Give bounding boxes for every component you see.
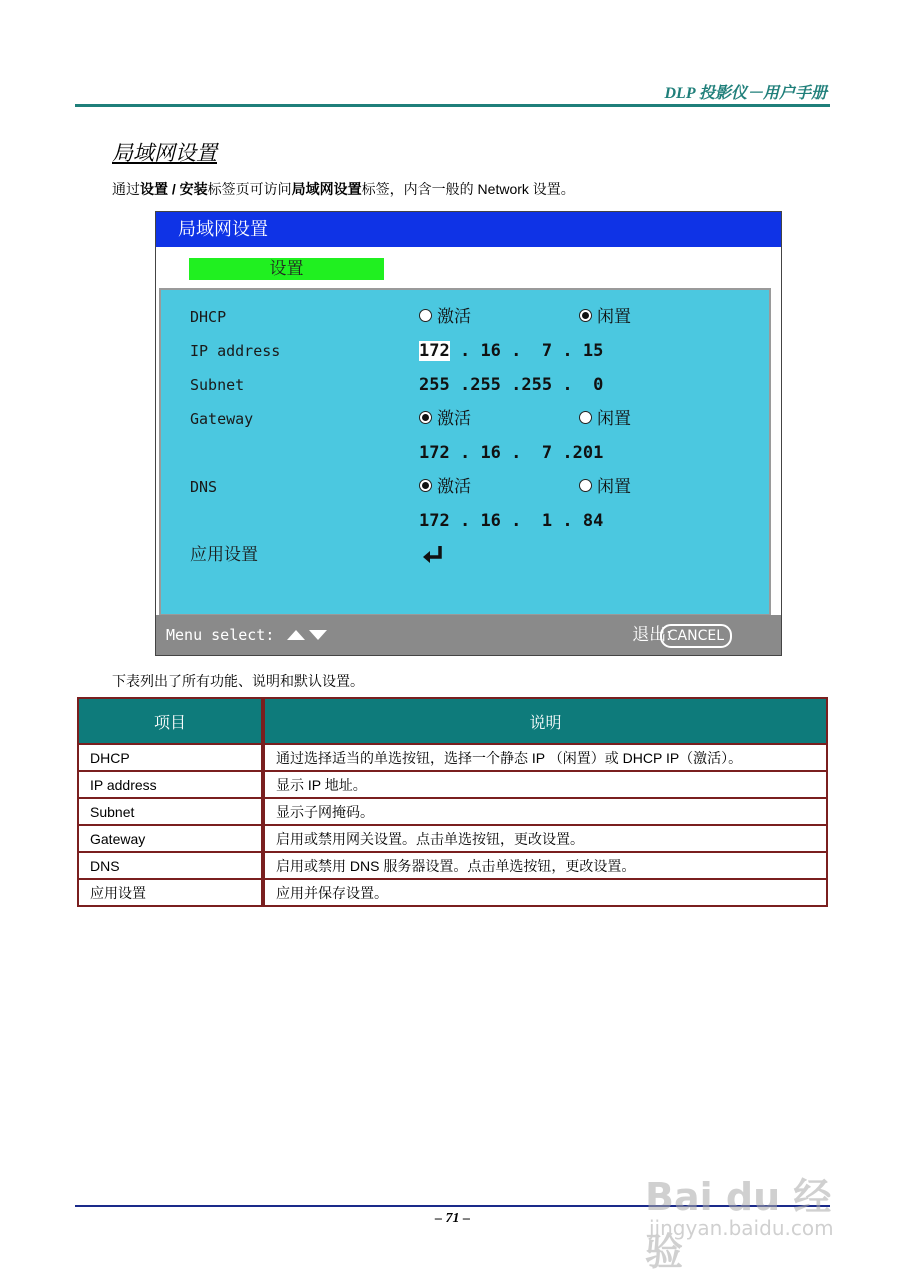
exit-label: 退出:: [632, 625, 671, 644]
subnet-row: [161, 370, 769, 400]
item-cell: 应用设置: [78, 879, 263, 906]
table-row: [78, 879, 827, 906]
radio-icon: [579, 479, 592, 492]
section-title: 局域网设置: [112, 141, 217, 165]
dns-label: DNS: [190, 478, 218, 496]
dhcp-radio-off[interactable]: 闲置: [579, 302, 631, 332]
apply-label: 应用设置: [190, 545, 258, 565]
gateway-row: [161, 404, 769, 434]
table-row: [78, 825, 827, 852]
baidu-watermark: [645, 1148, 855, 1274]
item-cell: IP address: [78, 771, 263, 798]
description-cell: 显示 IP 地址。: [263, 771, 827, 798]
osd-title-bar: 局域网设置: [156, 212, 781, 247]
radio-icon: [419, 309, 432, 322]
item-cell: DNS: [78, 852, 263, 879]
item-cell: DHCP: [78, 744, 263, 771]
subnet-label: Subnet: [190, 376, 245, 394]
table-row: [78, 798, 827, 825]
table-row: [78, 771, 827, 798]
watermark-url: jingyan.baidu.com: [649, 1216, 834, 1240]
table-header-row: [78, 698, 827, 744]
manual-header-title: DLP 投影仪－用户手册: [664, 85, 827, 102]
intro-paragraph: 通过设置 / 安装标签页可访问局域网设置标签，内含一般的 Network 设置。: [112, 181, 575, 197]
gateway-radio-off[interactable]: 闲置: [579, 404, 631, 434]
dns-row: [161, 472, 769, 502]
description-cell: 通过选择适当的单选按钮，选择一个静态 IP （闲置）或 DHCP IP（激活）。: [263, 744, 827, 771]
gateway-ip-row: [161, 438, 769, 468]
header-rule: [75, 104, 830, 107]
dhcp-row: [161, 302, 769, 332]
radio-selected-icon: [419, 479, 432, 492]
ip-address-label: IP address: [190, 342, 281, 360]
page-number: – 71 –: [435, 1211, 470, 1226]
radio-selected-icon: [579, 309, 592, 322]
table-caption: 下表列出了所有功能、说明和默认设置。: [112, 673, 364, 689]
ip-address-row: [161, 336, 769, 366]
tab-settings[interactable]: 设置: [189, 258, 384, 280]
header-item: 项目: [78, 698, 263, 744]
menu-select-label: Menu select:: [166, 626, 275, 644]
description-cell: 显示子网掩码。: [263, 798, 827, 825]
gateway-radio-on[interactable]: 激活: [419, 404, 471, 434]
lan-settings-osd: [155, 211, 782, 656]
table-row: [78, 852, 827, 879]
dns-ip-field[interactable]: 172 . 16 . 1 . 84: [419, 511, 604, 531]
cancel-button[interactable]: CANCEL: [660, 624, 732, 648]
settings-panel: [159, 288, 771, 616]
radio-selected-icon: [419, 411, 432, 424]
gateway-ip-field[interactable]: 172 . 16 . 7 .201: [419, 443, 604, 463]
dhcp-label: DHCP: [190, 308, 227, 326]
dns-radio-on[interactable]: 激活: [419, 472, 471, 502]
description-cell: 应用并保存设置。: [263, 879, 827, 906]
ip-address-field[interactable]: 172 . 16 . 7 . 15: [419, 341, 604, 361]
subnet-field[interactable]: 255 .255 .255 . 0: [419, 375, 604, 395]
dns-ip-row: [161, 506, 769, 536]
description-cell: 启用或禁用 DNS 服务器设置。点击单选按钮，更改设置。: [263, 852, 827, 879]
description-cell: 启用或禁用网关设置。点击单选按钮，更改设置。: [263, 825, 827, 852]
dns-radio-off[interactable]: 闲置: [579, 472, 631, 502]
apply-row: [161, 540, 769, 570]
table-row: [78, 744, 827, 771]
up-down-arrows-icon: [286, 628, 330, 642]
dhcp-radio-on[interactable]: 激活: [419, 302, 471, 332]
header-description: 说明: [263, 698, 827, 744]
item-cell: Gateway: [78, 825, 263, 852]
gateway-label: Gateway: [190, 410, 254, 428]
item-cell: Subnet: [78, 798, 263, 825]
function-table: [77, 697, 828, 907]
radio-icon: [579, 411, 592, 424]
enter-icon[interactable]: [421, 544, 447, 566]
watermark-logo: Bai du 经验: [645, 1175, 832, 1274]
osd-footer: [156, 615, 781, 655]
